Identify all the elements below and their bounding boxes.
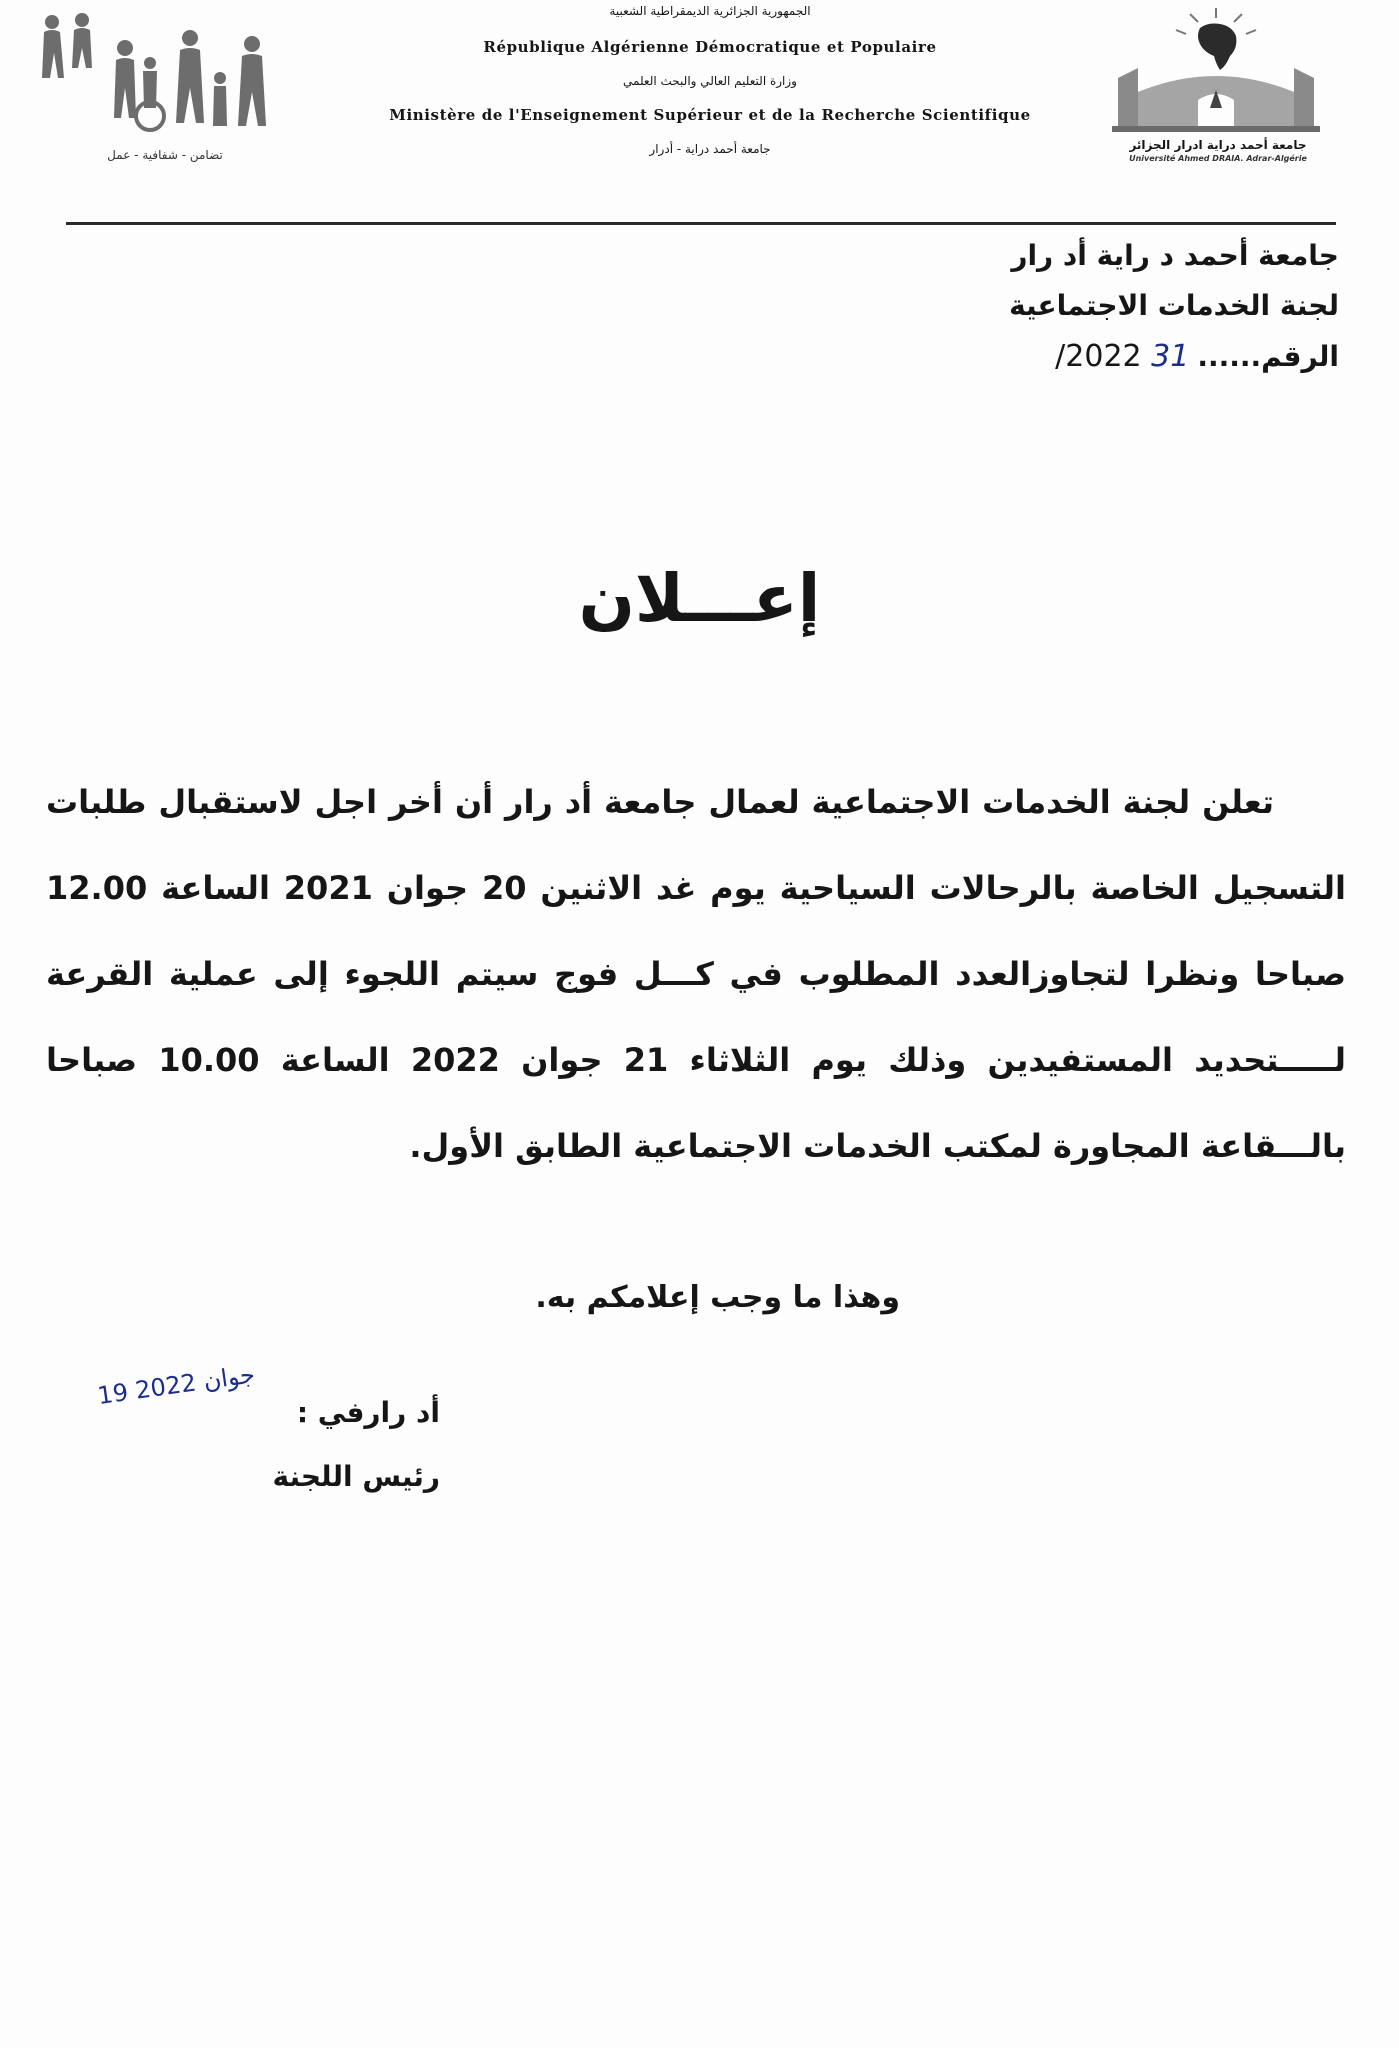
university-arabic: جامعة أحمد دراية - أدرار — [649, 142, 771, 156]
letterhead — [360, 0, 1060, 156]
ministry-french: Ministère de l'Enseignement Supérieur et de la Recherche Scientifique — [389, 106, 1031, 124]
signature-city: أد رارفي : — [296, 1396, 440, 1429]
body-line: تعلن لجنة الخدمات الاجتماعية لعمال جامعة أد رار أن أخر اجل لاستقبال طلبات — [46, 783, 1274, 821]
people-figures-icon — [30, 8, 280, 138]
body-line: بالـــقاعة المجاورة لمكتب الخدمات الاجتماعية الطابق الأول. — [409, 1127, 1346, 1165]
reference-number-label: الرقم...... — [1197, 340, 1339, 373]
republic-french: République Algérienne Démocratique et Populaire — [483, 38, 937, 56]
university-logo-french: Université Ahmed DRAIA. Adrar-Algérie — [1129, 154, 1307, 163]
reference-block — [819, 232, 1339, 372]
university-logo-arabic: جامعة أحمد دراية ادرار الجزائر — [1129, 138, 1307, 152]
republic-arabic: الجمهورية الجزائرية الديمقراطية الشعبية — [609, 4, 811, 18]
announcement-body — [46, 780, 1346, 1210]
signature-title: رئيس اللجنة — [272, 1460, 440, 1493]
header-divider — [66, 222, 1336, 225]
university-logo — [1098, 8, 1338, 173]
university-emblem-icon — [1098, 8, 1338, 136]
body-line: التسجيل الخاصة بالرحالات السياحية يوم غد الاثنين 20 جوان 2021 الساعة 12.00 — [46, 869, 1347, 907]
social-services-logo — [30, 8, 280, 163]
announcement-title: إعـــلان — [578, 560, 821, 637]
closing-line: وهذا ما وجب إعلامكم به. — [535, 1280, 900, 1315]
ministry-arabic: وزارة التعليم العالي والبحث العلمي — [623, 74, 797, 88]
reference-number — [819, 339, 1339, 374]
date-stamp: 19 جوان 2022 — [95, 1360, 257, 1411]
body-line: لـــــتحديد المستفيدين وذلك يوم الثلاثاء 21 جوان 2022 الساعة 10.00 صباحا — [46, 1041, 1347, 1079]
reference-committee: لجنة الخدمات الاجتماعية — [1009, 289, 1339, 322]
reference-number-value: /2022 31 — [1055, 339, 1190, 374]
body-line: صباحا ونظرا لتجاوزالعدد المطلوب في كـــل فوج سيتم اللجوء إلى عملية القرعة — [46, 955, 1346, 993]
reference-university: جامعة أحمد د راية أد رار — [1011, 239, 1339, 272]
logo-motto: تضامن - شفافية - عمل — [107, 148, 223, 162]
